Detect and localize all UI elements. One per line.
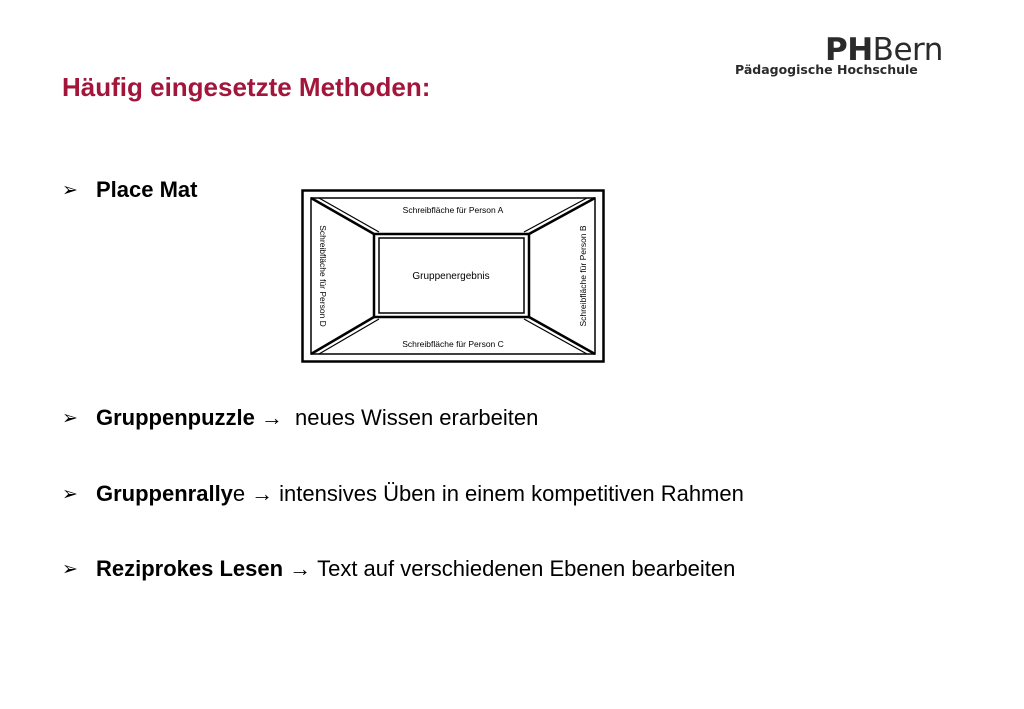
bullet-term: Gruppenpuzzle [96, 405, 255, 430]
place-mat-diagram [301, 189, 605, 363]
bullet-term-tail: e [232, 481, 246, 506]
bullet-term: Gruppenrally [96, 481, 233, 506]
bullet-reziprokes-lesen [62, 554, 735, 584]
bullet-arrow-icon: ➢ [62, 407, 78, 429]
bullet-place-mat [62, 175, 198, 205]
right-arrow-icon: → [251, 481, 274, 506]
right-arrow-icon: → [260, 405, 283, 430]
bullet-arrow-icon: ➢ [62, 179, 78, 201]
bullet-arrow-icon: ➢ [62, 483, 78, 505]
bullet-description: Text auf verschiedenen Ebenen bearbeiten [317, 556, 736, 581]
bullet-arrow-icon: ➢ [62, 558, 78, 580]
bullet-gruppenpuzzle [62, 403, 538, 433]
place-mat-label-right: Schreibfläche für Person B [578, 225, 588, 327]
place-mat-label-center: Gruppenergebnis [412, 271, 490, 282]
bullet-term: Place Mat [96, 177, 198, 202]
place-mat-label-left: Schreibfläche für Person D [318, 225, 328, 327]
place-mat-label-bottom: Schreibfläche für Person C [402, 339, 504, 349]
bullet-description: neues Wissen erarbeiten [288, 405, 539, 430]
bullet-term: Reziprokes Lesen [96, 556, 284, 581]
logo-subtitle: Pädagogische Hochschule [735, 62, 918, 77]
right-arrow-icon: → [289, 556, 312, 581]
logo-ph: PH [825, 32, 873, 68]
place-mat-label-top: Schreibfläche für Person A [402, 205, 504, 215]
bullet-gruppenrallye [62, 479, 744, 509]
bullet-description: intensives Üben in einem kompetitiven Rahmen [279, 481, 744, 506]
slide-title: Häufig eingesetzte Methoden: [62, 72, 431, 102]
logo-bern: Bern [872, 32, 943, 68]
